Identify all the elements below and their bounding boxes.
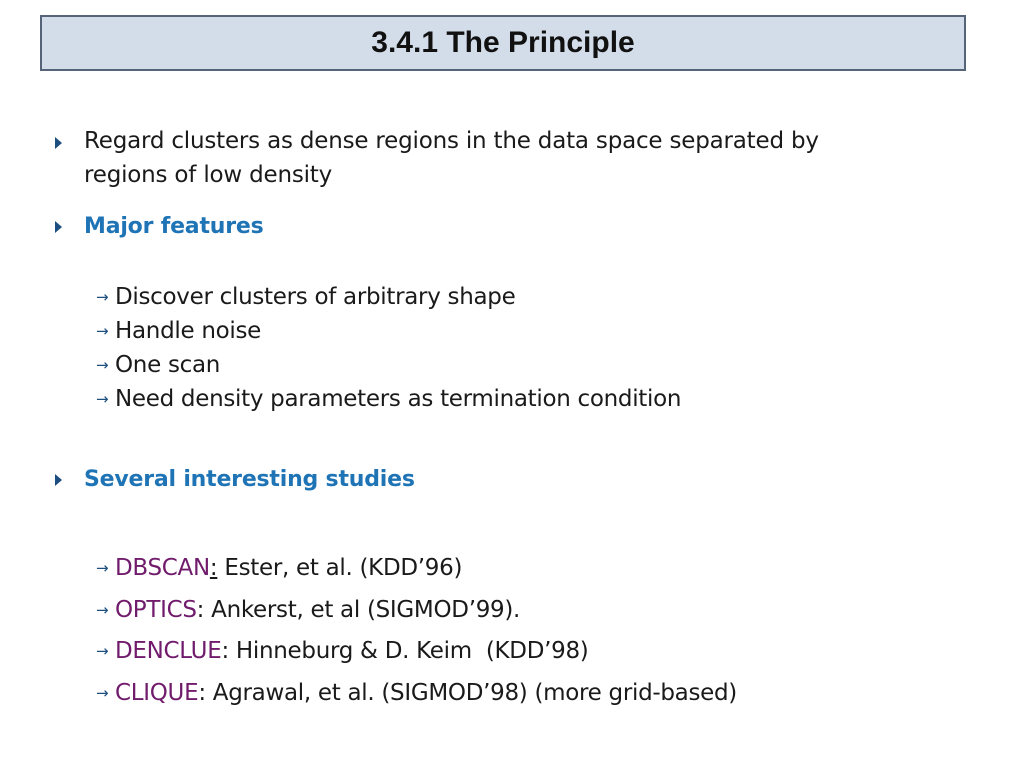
method-citation: Hinneburg & D. Keim (KDD’98)	[228, 638, 589, 664]
triangle-bullet-icon	[55, 221, 62, 233]
right-arrow-icon: →	[96, 684, 109, 702]
right-arrow-icon: →	[96, 601, 109, 619]
triangle-bullet-icon	[55, 137, 62, 149]
right-arrow-icon: →	[96, 559, 109, 577]
method-separator: :	[209, 555, 218, 581]
study-item-clique	[115, 676, 737, 710]
bullet-1-line-1: Regard clusters as dense regions in the data space separated by	[84, 128, 819, 154]
major-features-heading: Major features	[84, 214, 264, 239]
feature-item: One scan	[115, 352, 221, 378]
method-name: DBSCAN	[115, 555, 210, 581]
method-name: DENCLUE	[115, 638, 222, 664]
triangle-bullet-icon	[55, 474, 62, 486]
method-name: CLIQUE	[115, 680, 199, 706]
slide-title-box	[40, 15, 966, 71]
right-arrow-icon: →	[96, 288, 109, 306]
feature-item: Need density parameters as termination condition	[115, 386, 682, 412]
right-arrow-icon: →	[96, 390, 109, 408]
right-arrow-icon: →	[96, 322, 109, 340]
study-item-denclue	[115, 634, 588, 668]
bullet-1-line-2: regions of low density	[84, 162, 333, 188]
feature-item: Handle noise	[115, 318, 261, 344]
study-item-dbscan	[115, 551, 462, 585]
right-arrow-icon: →	[96, 642, 109, 660]
method-citation: Ester, et al. (KDD’96)	[217, 555, 463, 581]
feature-item: Discover clusters of arbitrary shape	[115, 284, 516, 310]
right-arrow-icon: →	[96, 356, 109, 374]
study-item-optics	[115, 593, 520, 627]
studies-heading: Several interesting studies	[84, 467, 415, 492]
slide-title: 3.4.1 The Principle	[371, 26, 635, 59]
method-separator: :	[221, 638, 229, 664]
method-citation: Agrawal, et al. (SIGMOD’98) (more grid-based)	[205, 680, 737, 706]
method-citation: Ankerst, et al (SIGMOD’99).	[204, 597, 521, 623]
method-separator: :	[198, 680, 206, 706]
method-separator: :	[196, 597, 205, 623]
method-name: OPTICS	[115, 597, 197, 623]
